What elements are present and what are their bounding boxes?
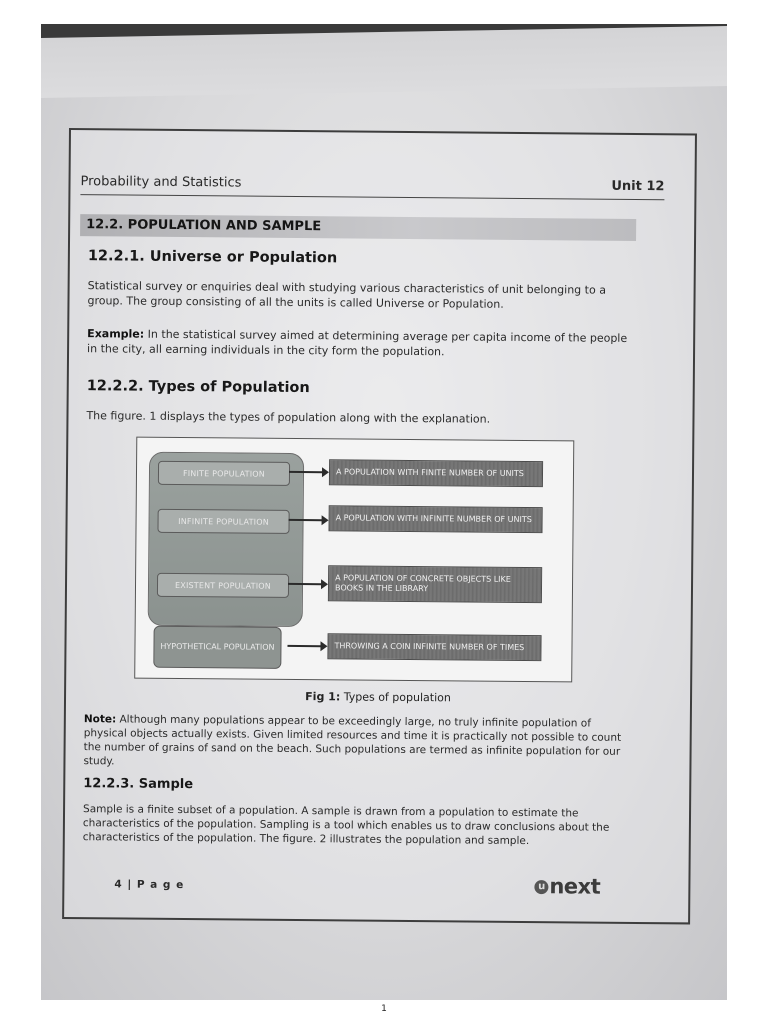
header-rule: [80, 194, 664, 200]
example-text: In the statistical survey aimed at determining average per capita income of the people in the city, all earning individuals in the city form the population.: [87, 327, 628, 359]
heading-types: 12.2.2. Types of Population: [86, 378, 310, 397]
scan-page-number: 1: [381, 1004, 387, 1014]
logo-text: next: [549, 874, 601, 899]
box-finite-population: FINITE POPULATION: [158, 461, 290, 486]
arrow-hypothetical: [287, 645, 321, 647]
section-title: 12.2. POPULATION AND SAMPLE: [86, 217, 322, 235]
box-infinite-population: INFINITE POPULATION: [157, 509, 289, 534]
caption-text: Types of population: [340, 690, 451, 705]
note-text: Although many populations appear to be exceedingly large, no truly infinite population of physical objects actually exists. Given limited resources and time it is practically not possible to count the number of grains of sand on the beach. Such populations are termed as infinite population for our study.: [83, 713, 622, 768]
figure-caption: [66, 688, 690, 706]
heading-sample: 12.2.3. Sample: [83, 776, 194, 793]
desc-hypothetical: THROWING A COIN INFINITE NUMBER OF TIMES: [327, 633, 541, 661]
unext-logo: [534, 874, 600, 899]
arrow-finite: [289, 471, 323, 473]
header-title: Probability and Statistics: [80, 174, 242, 191]
caption-label: Fig 1:: [305, 690, 341, 704]
desc-infinite: A POPULATION WITH INFINITE NUMBER OF UNITS: [328, 505, 542, 533]
box-existent-population: EXISTENT POPULATION: [157, 573, 289, 598]
arrow-infinite: [289, 519, 323, 521]
types-of-population-figure: [134, 437, 574, 683]
scanned-photo: [41, 24, 727, 1000]
para-example: [87, 326, 633, 361]
note-paragraph: [83, 712, 629, 773]
photo-top-sheet: [41, 26, 727, 98]
para-universe: Statistical survey or enquiries deal with studying various characteristics of unit belonging to a group. The group consisting of all the units is called Universe or Population.: [87, 279, 607, 311]
arrow-existent: [288, 583, 322, 585]
footer-page-label: 4 | P a g e: [114, 878, 185, 892]
header-unit: Unit 12: [611, 178, 665, 195]
example-label: Example:: [87, 327, 145, 341]
box-hypothetical-population: HYPOTHETICAL POPULATION: [153, 626, 281, 669]
document-page: [62, 128, 697, 924]
population-group-box: [148, 452, 305, 627]
desc-existent: A POPULATION OF CONCRETE OBJECTS LIKE BOOKS IN THE LIBRARY: [328, 565, 542, 603]
note-label: Note:: [83, 713, 117, 726]
desc-finite: A POPULATION WITH FINITE NUMBER OF UNITS: [329, 459, 543, 487]
heading-universe: 12.2.1. Universe or Population: [87, 248, 338, 267]
para-types-intro: The figure. 1 displays the types of population along with the explanation.: [86, 409, 491, 426]
logo-mark-icon: u: [534, 880, 548, 894]
para-sample: Sample is a finite subset of a population. A sample is drawn from a population to estimate the characteristics of the population. Sampling is a tool which enables us to draw conclusions about the characteristics of the population. The figure. 2 illustrates the population and sample.: [82, 803, 610, 848]
